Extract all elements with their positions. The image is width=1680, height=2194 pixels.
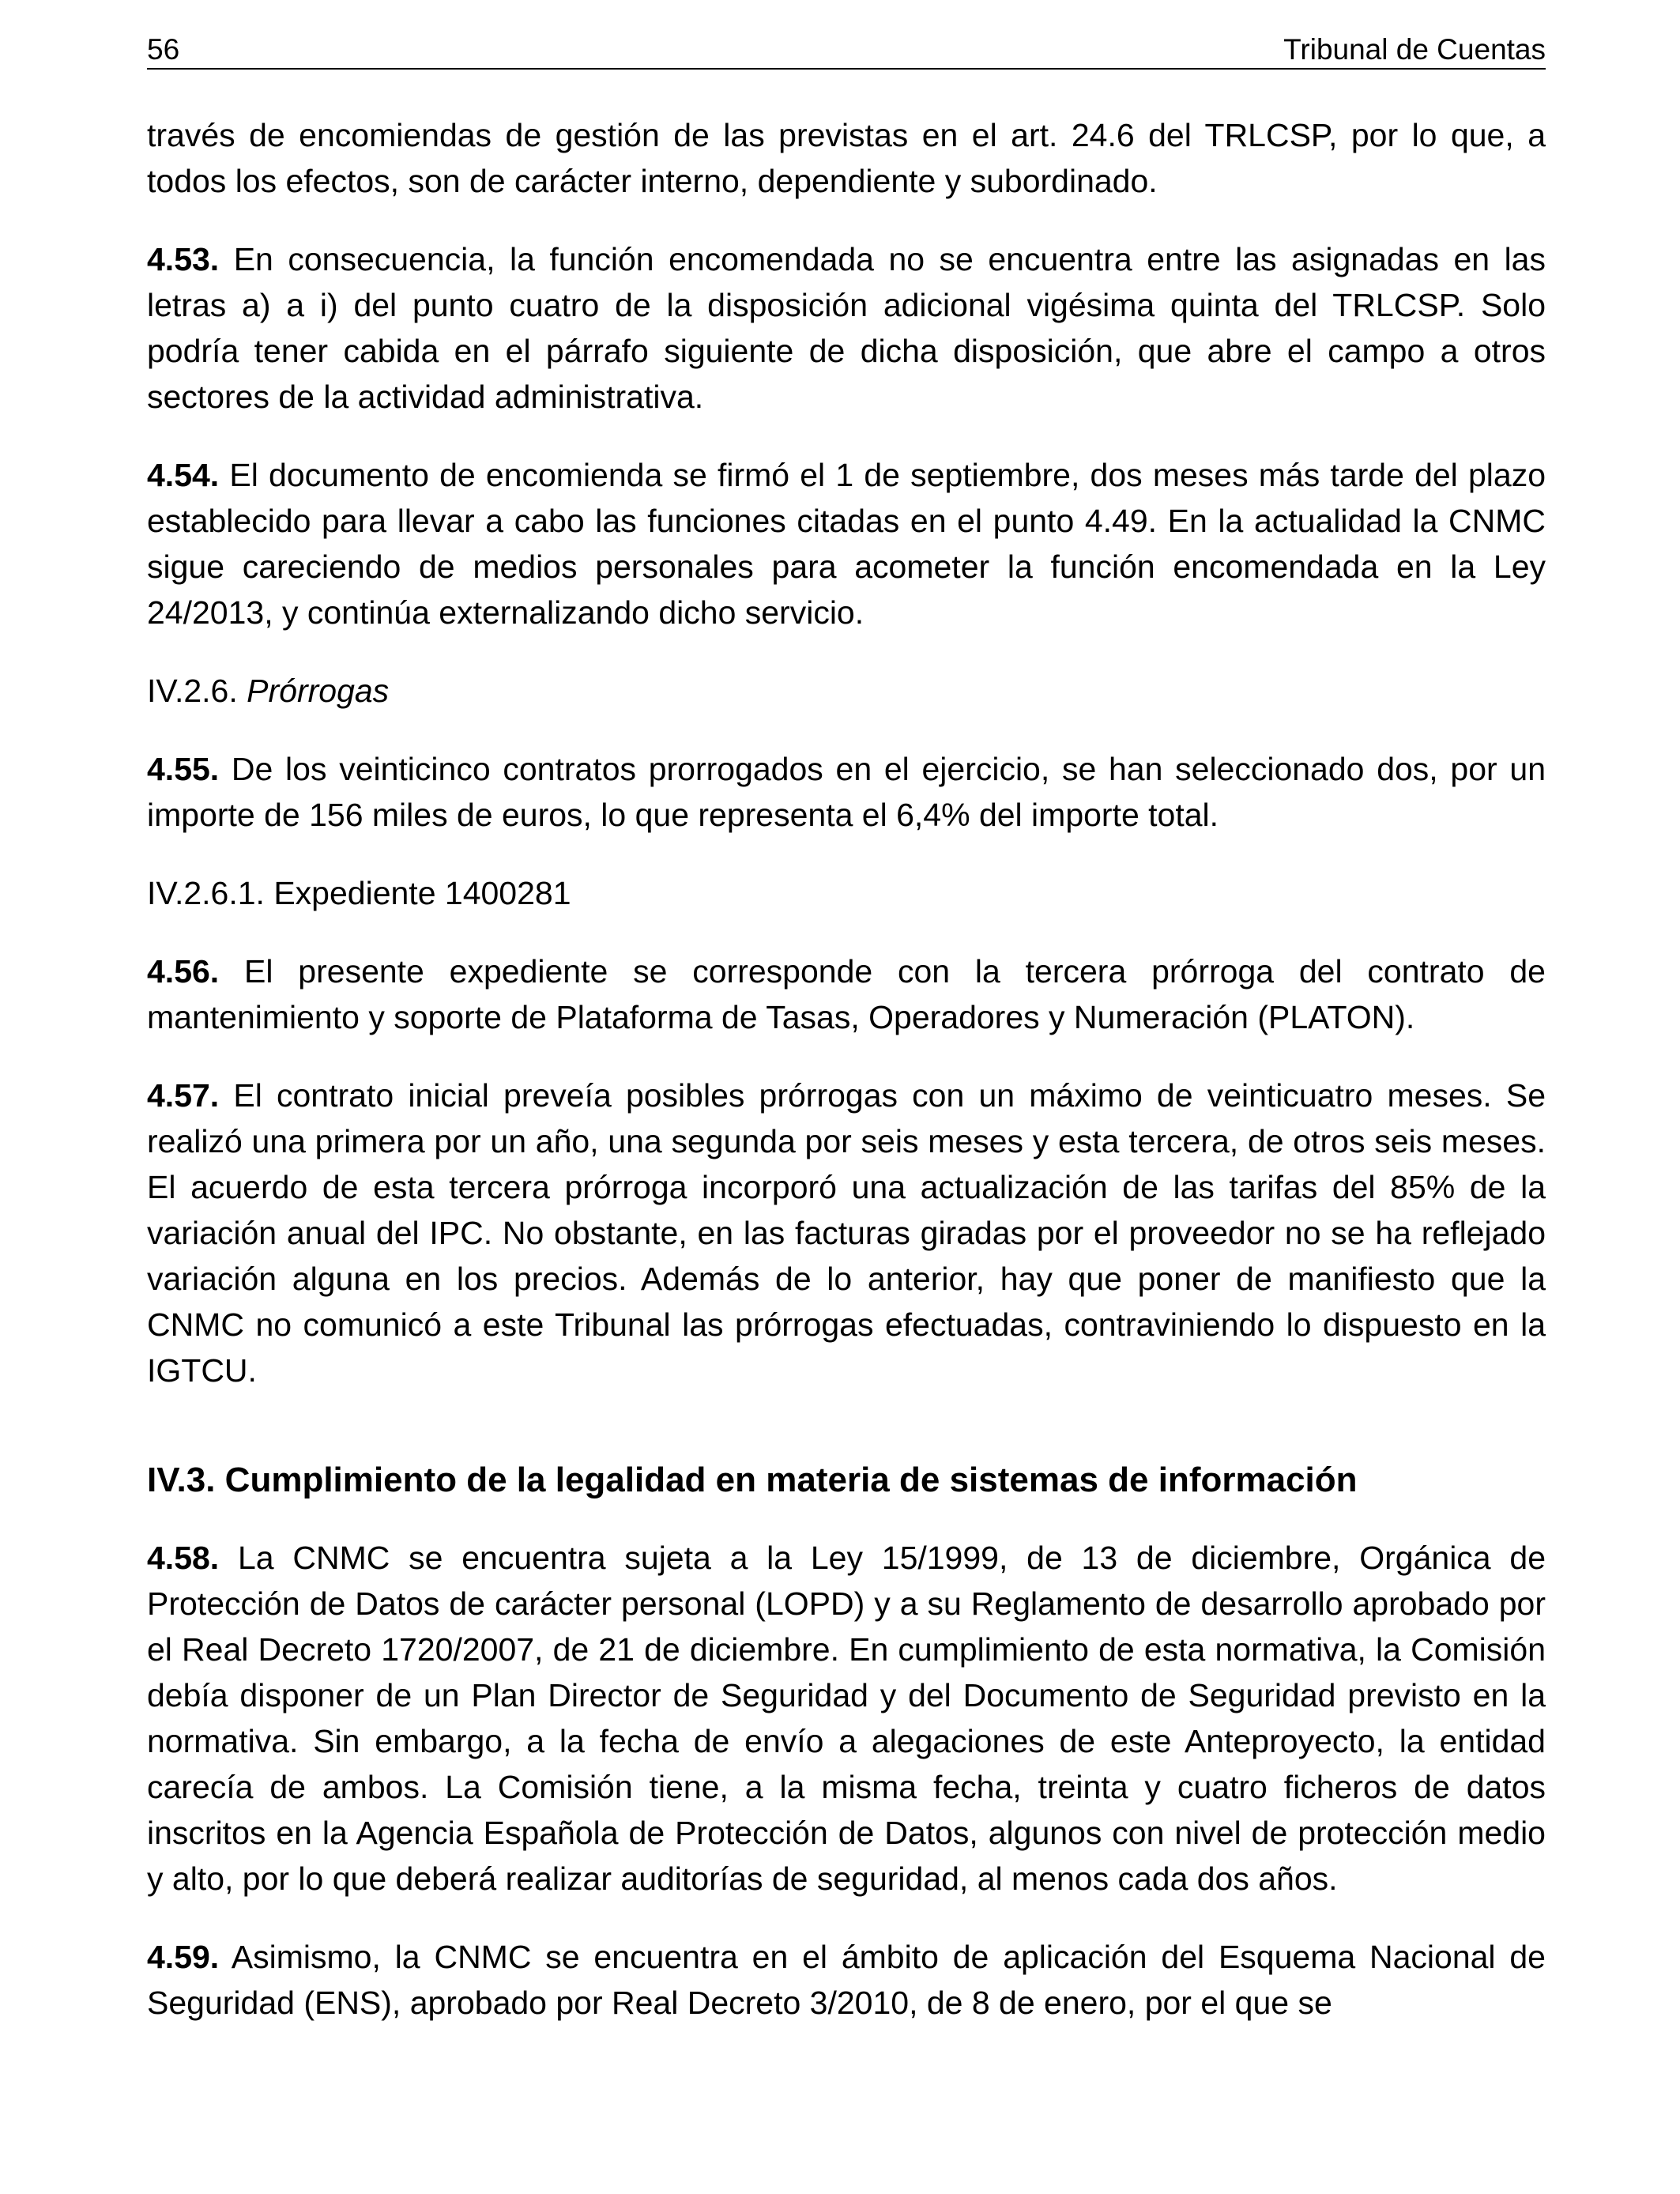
paragraph-number: 4.56.	[147, 953, 220, 990]
paragraph-number: 4.53.	[147, 241, 220, 277]
paragraph-number: 4.59.	[147, 1939, 220, 1975]
paragraph-4-58	[147, 1535, 1546, 1902]
paragraph-text: De los veinticinco contratos prorrogados en el ejercicio, se han seleccionado dos, por un importe de 156 miles de euros, lo que representa el 6,4% del importe total.	[147, 751, 1546, 833]
paragraph-text: En consecuencia, la función encomendada no se encuentra entre las asignadas en las letras a) a i) del punto cuatro de la disposición adicional vigésima quinta del TRLCSP. Solo podría tener cabida en el párrafo siguiente de dicha disposición, que abre el campo a otros sectores de la actividad administrativa.	[147, 241, 1546, 415]
document-body	[147, 112, 1546, 2058]
paragraph-4-56	[147, 948, 1546, 1040]
header-title: Tribunal de Cuentas	[1283, 33, 1546, 66]
paragraph-number: 4.54.	[147, 457, 220, 493]
paragraph-text: La CNMC se encuentra sujeta a la Ley 15/1999, de 13 de diciembre, Orgánica de Protección de Datos de carácter personal (LOPD) y a su Reglamento de desarrollo aprobado por el Real Decreto 1720/2007, de 21 de diciembre. En cumplimiento de esta normativa, la Comisión debía disponer de un Plan Director de Seguridad y del Documento de Seguridad previsto en la normativa. Sin embargo, a la fecha de envío a alegaciones de este Anteproyecto, la entidad carecía de ambos. La Comisión tiene, a la misma fecha, treinta y cuatro ficheros de datos inscritos en la Agencia Española de Protección de Datos, algunos con nivel de protección medio y alto, por lo que deberá realizar auditorías de seguridad, al menos cada dos años.	[147, 1540, 1546, 1897]
section-heading: IV.3. Cumplimiento de la legalidad en materia de sistemas de información	[147, 1461, 1358, 1499]
paragraph-text: través de encomiendas de gestión de las previstas en el art. 24.6 del TRLCSP, por lo que, a todos los efectos, son de carácter interno, dependiente y subordinado.	[147, 117, 1546, 199]
paragraph-4-57	[147, 1072, 1546, 1393]
paragraph-4-55	[147, 746, 1546, 838]
paragraph-4-54	[147, 452, 1546, 635]
subheading-number: IV.2.6.	[147, 673, 247, 709]
paragraph-number: 4.57.	[147, 1077, 220, 1114]
paragraph-text: Asimismo, la CNMC se encuentra en el ámbito de aplicación del Esquema Nacional de Seguridad (ENS), aprobado por Real Decreto 3/2010, de 8 de enero, por el que se	[147, 1939, 1546, 2021]
paragraph-text: El documento de encomienda se firmó el 1 de septiembre, dos meses más tarde del plazo establecido para llevar a cabo las funciones citadas en el punto 4.49. En la actualidad la CNMC sigue careciendo de medios personales para acometer la función encomendada en la Ley 24/2013, y continúa externalizando dicho servicio.	[147, 457, 1546, 631]
paragraph-text: El contrato inicial preveía posibles prórrogas con un máximo de veinticuatro meses. Se realizó una primera por un año, una segunda por seis meses y esta tercera, de otros seis meses. El acuerdo de esta tercera prórroga incorporó una actualización de las tarifas del 85% de la variación anual del IPC. No obstante, en las facturas giradas por el proveedor no se ha reflejado variación alguna en los precios. Además de lo anterior, hay que poner de manifiesto que la CNMC no comunicó a este Tribunal las prórrogas efectuadas, contraviniendo lo dispuesto en la IGTCU.	[147, 1077, 1546, 1389]
section-spacer	[147, 1426, 1546, 1457]
paragraph-text: El presente expediente se corresponde con la tercera prórroga del contrato de mantenimiento y soporte de Plataforma de Tasas, Operadores y Numeración (PLATON).	[147, 953, 1546, 1035]
paragraph-continuation	[147, 112, 1546, 204]
paragraph-number: 4.58.	[147, 1540, 220, 1576]
paragraph-number: 4.55.	[147, 751, 220, 787]
subheading-title: Prórrogas	[247, 673, 390, 709]
paragraph-4-53	[147, 236, 1546, 420]
page-header	[147, 32, 1546, 70]
page-number: 56	[147, 33, 180, 66]
paragraph-4-59	[147, 1934, 1546, 2026]
subheading-expediente: IV.2.6.1. Expediente 1400281	[147, 875, 571, 911]
subheading-prorrogas	[147, 668, 1546, 714]
